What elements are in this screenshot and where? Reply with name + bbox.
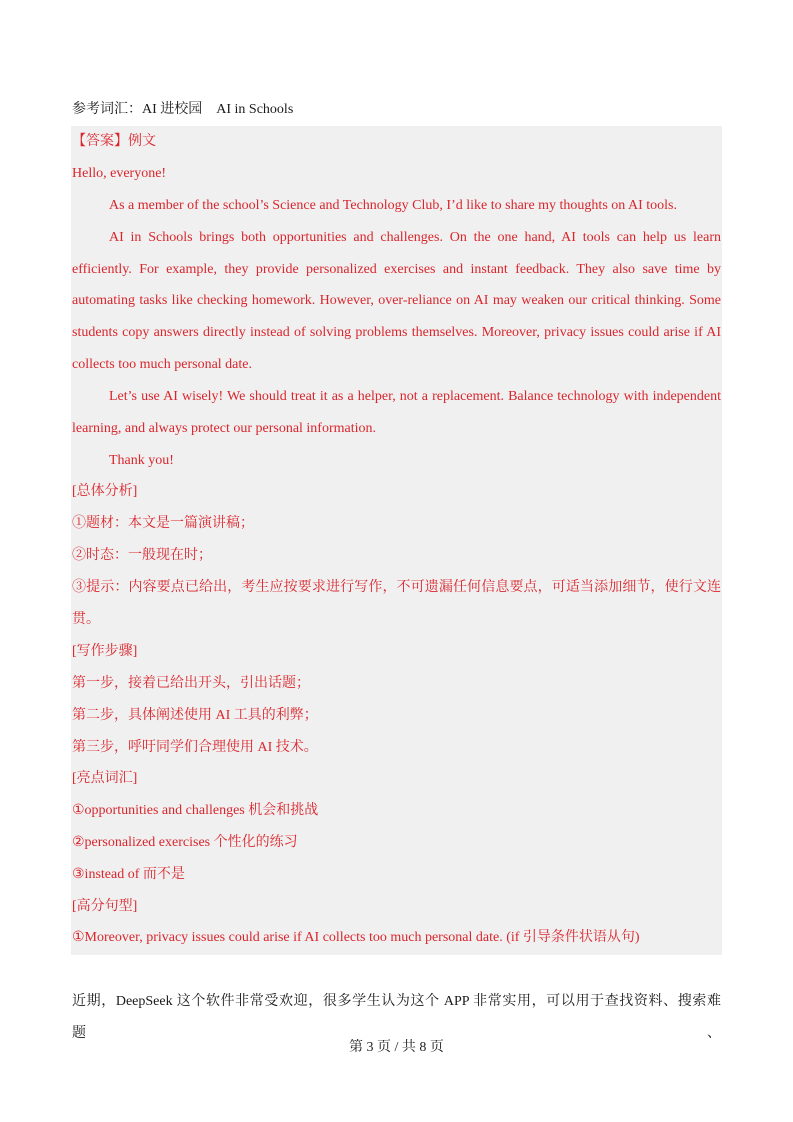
highlight-item: ②personalized exercises 个性化的练习 (72, 835, 298, 850)
page-footer: 第 3 页 / 共 8 页 (349, 1040, 444, 1055)
highlight-item: ③instead of 而不是 (72, 867, 185, 882)
step-item: 第一步，接着已给出开头，引出话题； (72, 676, 310, 691)
p2-line: AI in Schools brings both opportunities and challenges. On the one hand, AI tools can help us learn (109, 230, 721, 245)
highlight-item: ①opportunities and challenges 机会和挑战 (72, 803, 319, 818)
closing: Thank you! (109, 453, 174, 468)
p2-line: efficiently. For example, they provide personalized exercises and instant feedback. They also save time by (72, 262, 721, 277)
p3-line: learning, and always protect our personal information. (72, 421, 377, 436)
vocab-line: 参考词汇：AI 进校园 AI in Schools (72, 102, 294, 117)
p1-line: As a member of the school’s Science and Technology Club, I’d like to share my thoughts on AI tools. (109, 198, 677, 213)
sentence-item: ①Moreover, privacy issues could arise if AI collects too much personal date. (if 引导条件状语从句) (72, 930, 640, 945)
p3-line: Let’s use AI wisely! We should treat it as a helper, not a replacement. Balance technology with independent (109, 389, 721, 404)
step-item: 第二步，具体阐述使用 AI 工具的利弊； (72, 708, 318, 723)
analysis-item: ②时态：一般现在时； (72, 548, 212, 563)
p2-line: automating tasks like checking homework. However, over-reliance on AI may weaken our critical thinking. Some (72, 293, 721, 308)
analysis-item: 贯。 (72, 612, 100, 627)
next-question-text: 近期，DeepSeek 这个软件非常受欢迎，很多学生认为这个 APP 非常实用，可以用于查找资料、搜索难题、 (72, 994, 721, 1041)
analysis-item: ③提示：内容要点已给出，考生应按要求进行写作，不可遗漏任何信息要点，可适当添加细节，使行文连 (72, 580, 721, 595)
step-item: 第三步，呼吁同学们合理使用 AI 技术。 (72, 740, 318, 755)
answer-label: 【答案】例文 (72, 134, 156, 149)
sentences-heading: [高分句型] (72, 899, 138, 914)
analysis-item: ①题材：本文是一篇演讲稿； (72, 516, 254, 531)
p2-line: students copy answers directly instead of solving problems themselves. Moreover, privacy issues could arise if AI (72, 325, 721, 340)
greeting: Hello, everyone! (72, 166, 167, 181)
highlights-heading: [亮点词汇] (72, 771, 138, 786)
steps-heading: [写作步骤] (72, 644, 138, 659)
analysis-heading: [总体分析] (72, 484, 138, 499)
p2-line: collects too much personal date. (72, 357, 252, 372)
